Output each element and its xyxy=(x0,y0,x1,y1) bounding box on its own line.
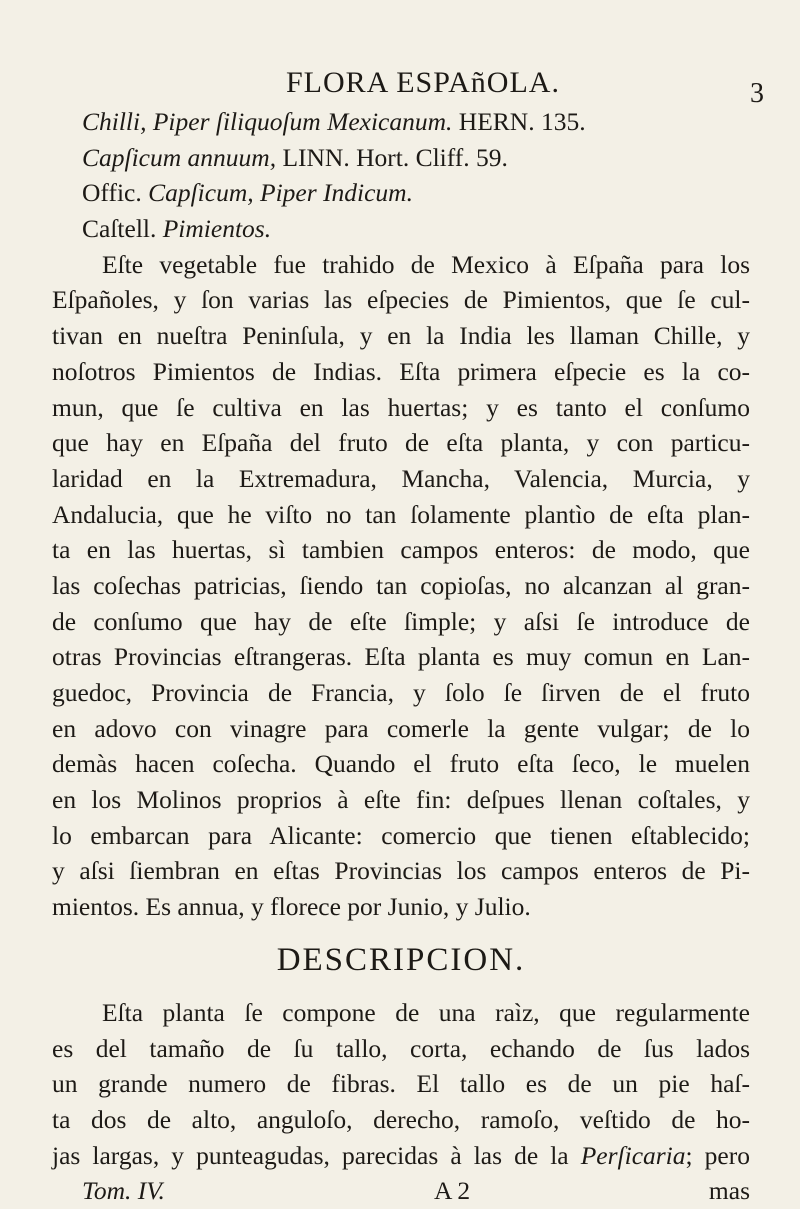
text-line: Eſte vegetable fue trahido de Mexico à Eſpaña para los xyxy=(102,249,750,279)
text-line: otras Provincias eſtrangeras. Eſta planta es muy comun en Lan- xyxy=(52,642,750,672)
text-line: ta en las huertas, sì tambien campos enteros: de modo, que xyxy=(52,535,750,565)
page-header xyxy=(0,66,800,109)
text-line: Eſpañoles, y ſon varias las eſpecies de Pimientos, que ſe cul- xyxy=(52,285,750,315)
text-line: noſotros Pimientos de Indias. Eſta primera eſpecie es la co- xyxy=(52,356,750,386)
synonym-line xyxy=(52,140,750,176)
catchword: mas xyxy=(708,1176,750,1206)
synonym-name: Capſicum, Piper Indicum. xyxy=(148,178,413,208)
signature-mark: A 2 xyxy=(434,1176,471,1206)
text-line: un grande numero de fibras. El tallo es de un pie haſ- xyxy=(52,1069,750,1099)
synonym-name: Chilli, Piper ſiliquoſum Mexicanum. xyxy=(82,107,453,136)
text-line: que hay en Eſpaña del fruto de eſta planta, y con particu- xyxy=(52,428,750,458)
synonym-reference: Offic. xyxy=(82,178,149,208)
text-line: en los Molinos proprios à eſte fin: deſpues llenan coſtales, y xyxy=(52,785,750,815)
body-text xyxy=(52,104,750,1209)
text-line: de conſumo que hay de eſte ſimple; y aſsi ſe introduce de xyxy=(52,606,750,636)
synonym-line xyxy=(52,175,750,211)
text-line: guedoc, Provincia de Francia, y ſolo ſe ſirven de el fruto xyxy=(52,678,750,707)
synonym-reference: LINN. Hort. Cliff. 59. xyxy=(276,142,508,172)
page-number: 3 xyxy=(750,78,764,109)
text-fragment: jas largas, y punteagudas, parecidas à las de la xyxy=(52,1140,581,1170)
section-heading: DESCRIPCION. xyxy=(276,941,526,978)
synonym-line xyxy=(52,211,750,247)
text-line: tivan en nueſtra Peninſula, y en la India les llaman Chille, y xyxy=(52,321,750,351)
synonym-line xyxy=(52,104,750,140)
paragraph-history xyxy=(52,247,750,925)
text-line: laridad en la Extremadura, Mancha, Valencia, Murcia, y xyxy=(52,463,750,493)
synonym-reference: HERN. 135. xyxy=(452,107,586,136)
text-line xyxy=(52,1138,750,1174)
text-line: es del tamaño de ſu tallo, corta, echando de ſus lados xyxy=(52,1033,750,1063)
text-line: las coſechas patricias, ſiendo tan copioſas, no alcanzan al gran- xyxy=(52,570,750,600)
text-line: mientos. Es annua, y florece por Junio, y Julio. xyxy=(52,892,531,922)
text-line: y aſsi ſiembran en eſtas Provincias los campos enteros de Pi- xyxy=(52,856,750,886)
text-line: mun, que ſe cultiva en las huertas; y es tanto el conſumo xyxy=(52,392,750,422)
paragraph-description xyxy=(52,995,750,1173)
running-head: FLORA ESPAñOLA. xyxy=(286,66,560,99)
text-line: lo embarcan para Alicante: comercio que tienen eſtablecido; xyxy=(52,820,750,850)
synonym-name: Capſicum annuum, xyxy=(82,142,277,172)
text-line: ta dos de alto, anguloſo, derecho, ramoſo, veſtido de ho- xyxy=(52,1104,750,1134)
synonym-reference: Caſtell. xyxy=(82,214,163,244)
text-line: en adovo con vinagre para comerle la gente vulgar; de lo xyxy=(52,713,750,743)
page-footer xyxy=(52,1173,750,1209)
text-line: Eſta planta ſe compone de una raìz, que regularmente xyxy=(102,997,750,1027)
text-line: demàs hacen coſecha. Quando el fruto eſta ſeco, le muelen xyxy=(52,749,750,779)
synonym-name: Pimientos. xyxy=(162,214,272,244)
volume-mark: Tom. IV. xyxy=(82,1176,165,1206)
text-line: Andalucia, que he viſto no tan ſolamente plantìo de eſta plan- xyxy=(52,499,750,529)
text-fragment: ; pero xyxy=(685,1140,750,1170)
plant-name: Perſicaria xyxy=(580,1140,686,1170)
